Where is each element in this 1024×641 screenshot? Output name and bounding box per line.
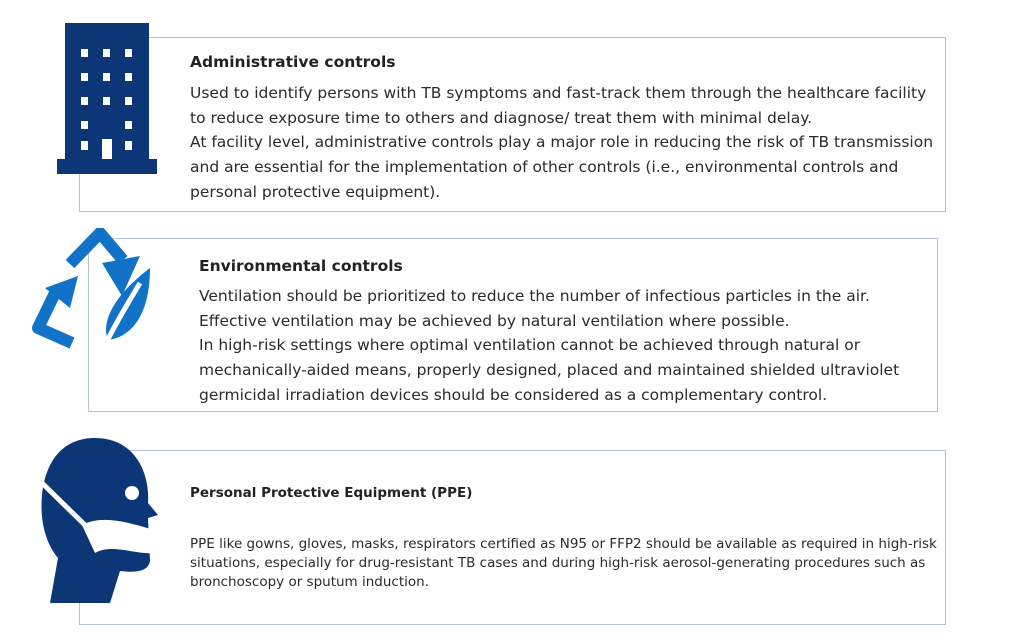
environmental-controls-card: [88, 238, 938, 412]
administrative-controls-card: [79, 37, 946, 212]
card-paragraph: Used to identify persons with TB symptoms and fast-track them through the healthcare facility to reduce exposure time to others and diagnose/ treat them with minimal delay.: [190, 84, 927, 127]
ppe-card: [79, 450, 946, 625]
card-paragraph: In high-risk settings where optimal ventilation cannot be achieved through natural or mechanically-aided means, properly designed, placed and maintained shielded ultraviolet germicidal irradiation devices should be considered as a complementary control.: [199, 336, 900, 404]
card-title: Environmental controls: [199, 257, 403, 275]
card-paragraph: Ventilation should be prioritized to reduce the number of infectious particles in the air. Effective ventilation may be achieved by natural ventilation where possible.: [199, 287, 870, 330]
card-paragraph: PPE like gowns, gloves, masks, respirators certified as N95 or FFP2 should be available as required in high-risk situations, especially for drug-resistant TB cases and during high-risk aerosol-generating procedures such as bronchoscopy or sputum induction.: [190, 536, 937, 590]
building-icon: [57, 21, 157, 176]
person-mask-icon: [40, 433, 160, 603]
card-title: Personal Protective Equipment (PPE): [190, 485, 473, 501]
card-title: Administrative controls: [190, 53, 396, 71]
card-paragraph: At facility level, administrative controls play a major role in reducing the risk of TB transmission and are essential for the implementation of other controls (i.e., environmental controls and personal protective equipment).: [190, 133, 934, 201]
recycle-leaf-icon: [30, 228, 165, 368]
